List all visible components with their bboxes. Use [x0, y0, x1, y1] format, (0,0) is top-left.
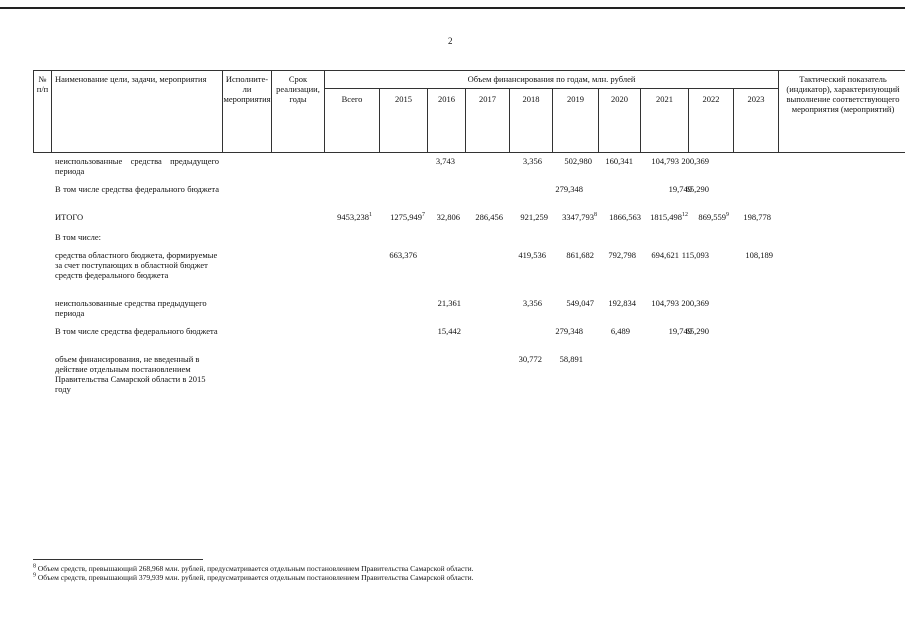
vline: [271, 70, 272, 152]
header-period: Срок реализации, годы: [276, 74, 320, 104]
table-cell: 65,290: [685, 326, 709, 336]
row-label: объем финансирования, не введенный в действие отдельным постановлением Правительства Самарской области в 2015 году: [55, 354, 206, 394]
table-cell: 286,456: [475, 212, 503, 222]
page-number: 2: [448, 36, 453, 46]
table-cell: 1815,498$^{12}$: [650, 212, 688, 222]
row-label: В том числе:: [55, 232, 101, 242]
table-cell: 15,442: [437, 326, 461, 336]
table-cell: 115,093: [681, 250, 709, 260]
table-cell: 861,682: [566, 250, 594, 260]
row-label: В том числе средства федерального бюджета: [55, 184, 219, 194]
table-cell: 104,793: [651, 156, 679, 166]
table-cell: 419,536: [518, 250, 546, 260]
row-label: неиспользованные средства предыдущего периода: [55, 156, 219, 176]
table-cell: 19,749: [668, 184, 692, 194]
header-mid-line: [324, 88, 778, 89]
footnote: $^9$ Объем средств, превышающий 379,939 млн. рублей, предусматривается отдельным постановлением Правительства Самарской области.: [33, 572, 474, 582]
row-label: неиспользованные средства предыдущего периода: [55, 298, 207, 318]
header-indicator: Тактический показатель (индикатор), характеризующий выполнение соответствующего мероприятия (мероприятий): [786, 74, 900, 114]
header-year: 2020: [611, 94, 628, 104]
header-bottom-line: [33, 152, 905, 153]
top-border-rule: [0, 7, 905, 9]
header-executors: Исполните-ли мероприятия: [223, 74, 271, 104]
table-cell: 65,290: [685, 184, 709, 194]
table-cell: 3,356: [522, 298, 542, 308]
header-no: № п/п: [36, 74, 49, 94]
table-cell: 869,559$^9$: [698, 212, 729, 222]
footnote: $^8$ Объем средств, превышающий 268,968 млн. рублей, предусматривается отдельным постановлением Правительства Самарской области.: [33, 563, 474, 573]
table-cell: 198,778: [743, 212, 771, 222]
header-year: 2021: [656, 94, 673, 104]
vline: [51, 70, 52, 152]
table-cell: 21,361: [437, 298, 461, 308]
table-cell: 279,348: [555, 326, 583, 336]
table-cell: 279,348: [555, 184, 583, 194]
row-label: ИТОГО: [55, 212, 84, 222]
header-year: 2016: [438, 94, 455, 104]
header-name: Наименование цели, задачи, мероприятия: [55, 74, 207, 84]
table-cell: 663,376: [389, 250, 417, 260]
header-year: 2023: [747, 94, 765, 104]
table-cell: 104,793: [651, 298, 679, 308]
header-total: Всего: [341, 94, 363, 104]
row-label: В том числе средства федерального бюджета: [55, 326, 218, 336]
table-cell: 502,980: [564, 156, 592, 166]
header-year: 2018: [522, 94, 540, 104]
table-cell: 200,369: [681, 298, 709, 308]
table-cell: 30,772: [518, 354, 542, 364]
footnote-separator: [33, 559, 203, 560]
table-cell: 192,834: [608, 298, 636, 308]
table-cell: 200,369: [681, 156, 709, 166]
vline: [778, 70, 779, 152]
table-cell: 32,806: [436, 212, 460, 222]
header-funding: Объем финансирования по годам, млн. рублей: [467, 74, 636, 84]
table-cell: 3,356: [522, 156, 542, 166]
table-cell: 921,259: [520, 212, 548, 222]
table-cell: 19,749: [668, 326, 692, 336]
table-cell: 9453,238$^1$: [337, 212, 372, 222]
table-cell: 3,743: [435, 156, 455, 166]
table-cell: 3347,793$^8$: [562, 212, 597, 222]
header-year: 2015: [395, 94, 412, 104]
table-cell: 160,341: [605, 156, 633, 166]
table-cell: 1275,949$^7$: [390, 212, 425, 222]
header-year: 2019: [567, 94, 584, 104]
table-cell: 108,189: [745, 250, 773, 260]
row-label: средства областного бюджета, формируемые за счет поступающих в областной бюджет средств федерального бюджета: [55, 250, 218, 280]
header-year: 2022: [702, 94, 720, 104]
table-cell: 549,047: [566, 298, 594, 308]
table-cell: 6,489: [610, 326, 630, 336]
header-top-line: [33, 70, 905, 71]
header-year: 2017: [479, 94, 496, 104]
table-cell: 694,621: [651, 250, 679, 260]
table-cell: 58,891: [559, 354, 583, 364]
table-cell: 792,798: [608, 250, 636, 260]
table-cell: 1866,563: [609, 212, 641, 222]
